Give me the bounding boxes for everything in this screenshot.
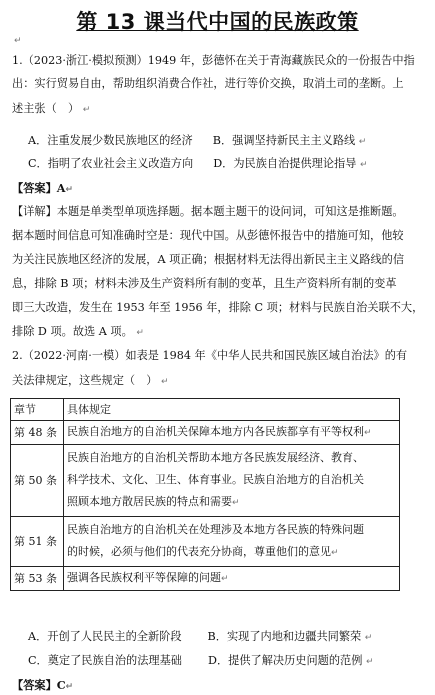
- q1-option-d: D．为民族自治提供理论指导: [213, 157, 357, 170]
- q2-answer: 【答案】C↵: [12, 678, 74, 692]
- q1-answer: 【答案】A↵: [12, 181, 73, 195]
- q2-option-c: C．奠定了民族自治的法理基础: [28, 654, 182, 667]
- q1-options-row-2: C．指明了农业社会主义改造方向 D．为民族自治提供理论指导 ↵: [28, 157, 368, 170]
- table-cell-provision: 民族自治地方的自治机关在处理涉及本地方各民族的特殊问题 的时候，必须与他们的代表充分协商，尊重他们的意见↵: [64, 517, 400, 567]
- q1-detail-line: 【详解】本题是单类型单项选择题。据本题主题干的设问词，可知这是推断题。: [12, 205, 404, 218]
- table-cell-chapter: 第 53 条: [11, 567, 64, 591]
- table-cell-provision: 强调各民族权利平等保障的问题↵: [64, 567, 400, 591]
- q1-stem-line-3: 述主张（ ） ↵: [12, 102, 91, 115]
- table-header-provision: 具体规定: [64, 399, 400, 421]
- q1-options-row-1: A．注重发展少数民族地区的经济 B．强调坚持新民主主义路线 ↵: [28, 134, 367, 147]
- q2-option-d: D．提供了解决历史问题的范例: [208, 654, 363, 667]
- q1-option-a: A．注重发展少数民族地区的经济: [28, 134, 193, 147]
- q2-option-a: A．开创了人民民主的全新阶段: [28, 630, 182, 643]
- q2-options-row-1: A．开创了人民民主的全新阶段 B．实现了内地和边疆共同繁荣 ↵: [28, 630, 373, 643]
- q1-stem-line-1: 1.（2023·浙江·模拟预测）1949 年，彭德怀在关于青海藏族民众的一份报告中指: [12, 54, 415, 67]
- q1-detail-line: 息，排除 B 项；材料未涉及生产资料所有制的变革，且生产资料所有制的变革: [12, 277, 397, 290]
- q1-option-b: B．强调坚持新民主主义路线: [212, 134, 356, 147]
- table-header-chapter: 章节: [11, 399, 64, 421]
- table-header-row: [11, 399, 400, 421]
- table-cell-chapter: 第 51 条: [11, 517, 64, 567]
- table-row: [11, 517, 400, 567]
- q2-options-row-2: C．奠定了民族自治的法理基础 D．提供了解决历史问题的范例 ↵: [28, 654, 374, 667]
- table-row: [11, 567, 400, 591]
- table-cell-chapter: 第 50 条: [11, 445, 64, 517]
- q1-detail-line: 据本题时间信息可知准确时空是：现代中国。从彭德怀报告中的措施可知，他较: [12, 229, 404, 242]
- paragraph-mark: ↵: [14, 36, 22, 46]
- table-cell-chapter: 第 48 条: [11, 421, 64, 445]
- q1-stem-line-2: 出：实行贸易自由，帮助组织消费合作社，进行等价交换，取消土司的垄断。上: [12, 77, 404, 90]
- q2-stem-line-2: 关法律规定，这些规定（ ） ↵: [12, 374, 169, 387]
- table-cell-provision: 民族自治地方的自治机关保障本地方内各民族都享有平等权利↵: [64, 421, 400, 445]
- law-provisions-table: [10, 398, 400, 591]
- table-row: [11, 421, 400, 445]
- q1-detail-line: 为关注民族地区经济的发展，A 项正确；根据材料无法得出新民主主义路线的信: [12, 253, 405, 266]
- q1-option-c: C．指明了农业社会主义改造方向: [28, 157, 194, 170]
- q2-option-b: B．实现了内地和边疆共同繁荣: [207, 630, 362, 643]
- page-title: 第 13 课当代中国的民族政策: [76, 10, 359, 34]
- table-cell-provision: 民族自治地方的自治机关帮助本地方各民族发展经济、教育、 科学技术、文化、卫生、体育事业。民族自治地方的自治机关 照顾本地方散居民族的特点和需要↵: [64, 445, 400, 517]
- table-row: [11, 445, 400, 517]
- q2-stem-line-1: 2.（2022·河南·一模）如表是 1984 年《中华人民共和国民族区域自治法》的有: [12, 349, 408, 362]
- q1-detail-line: 即三大改造，发生在 1953 年至 1956 年，排除 C 项；材料与民族自治关联不大，: [12, 301, 424, 314]
- q1-detail-line: 排除 D 项。故选 A 项。 ↵: [12, 325, 144, 338]
